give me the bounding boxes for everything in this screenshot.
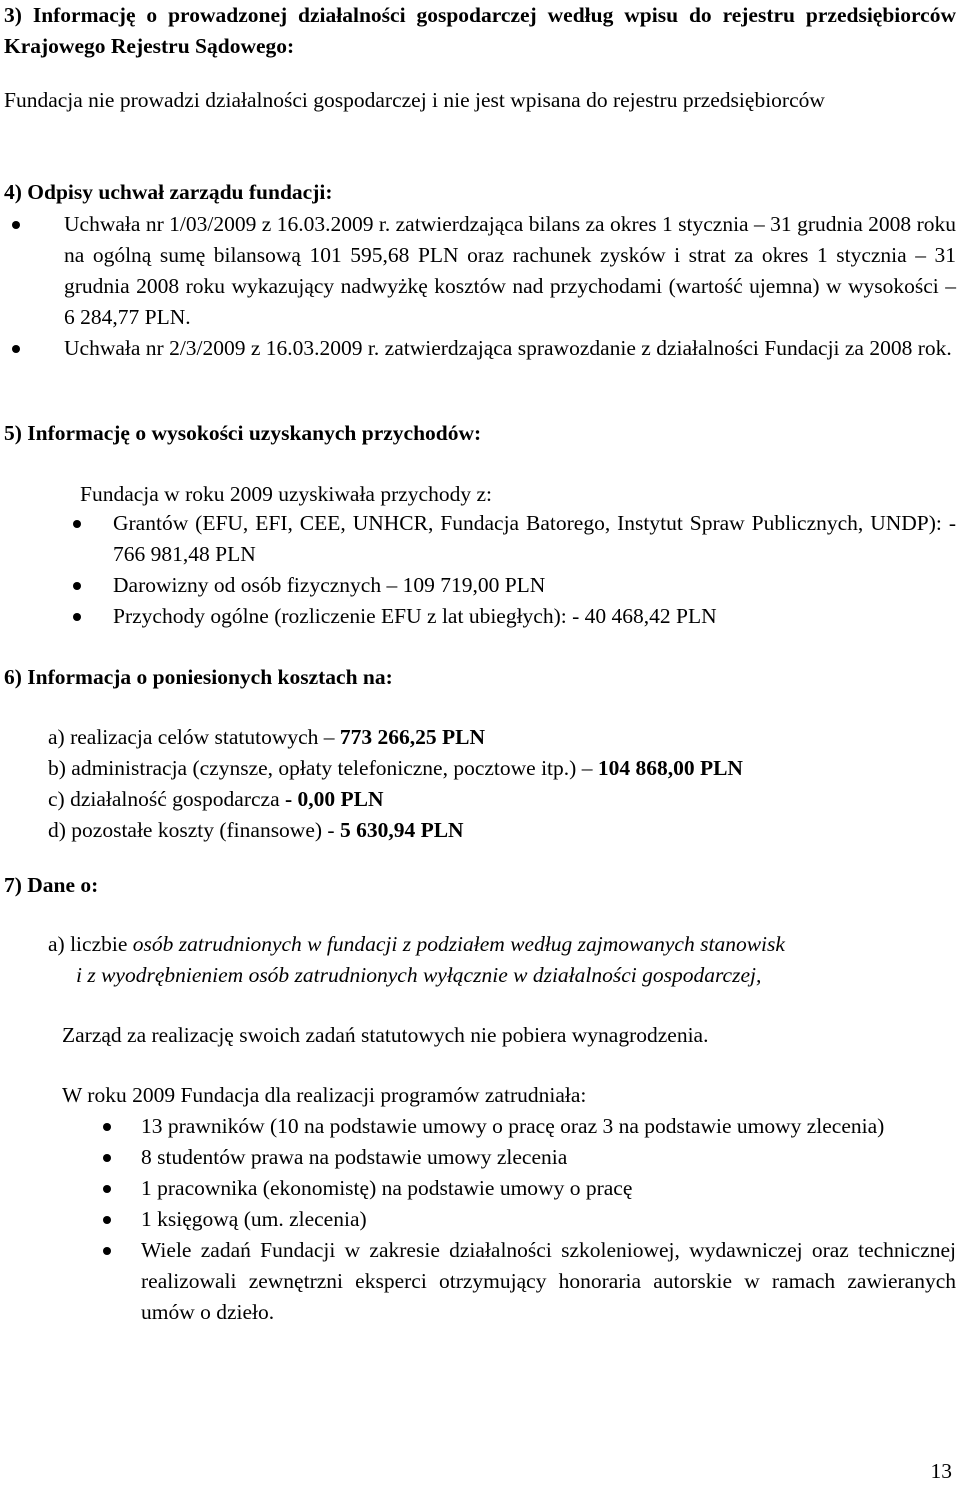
page-number: 13 — [930, 1459, 952, 1483]
list-item-text: 13 prawników (10 na podstawie umowy o pracę oraz 3 na podstawie umowy zlecenia) — [141, 1114, 885, 1138]
list-item — [48, 784, 956, 815]
item-a-prefix: a) liczbie — [48, 932, 133, 956]
bullet-icon — [73, 582, 81, 590]
list-item — [141, 1111, 956, 1142]
list-item-text: Wiele zadań Fundacji w zakresie działalności szkoleniowej, wydawniczej oraz technicznej realizowali zewnętrzni eksperci otrzymujący honoraria autorskie w ramach zawieranych umów o dzieło. — [141, 1238, 956, 1324]
section-6-list — [48, 722, 956, 846]
bullet-icon — [103, 1247, 111, 1255]
bullet-icon — [73, 520, 81, 528]
cost-value: 5 630,94 PLN — [339, 818, 464, 842]
list-item-text: Uchwała nr 2/3/2009 z 16.03.2009 r. zatwierdzająca sprawozdanie z działalności Fundacji za 2008 rok. — [64, 336, 952, 360]
list-item — [64, 209, 956, 333]
bullet-icon — [12, 345, 20, 353]
item-a-text-line2: i z wyodrębnieniem osób zatrudnionych wyłącznie w działalności gospodarczej, — [76, 963, 762, 987]
list-item — [141, 1235, 956, 1328]
section-3-text: Fundacja nie prowadzi działalności gospodarczej i nie jest wpisana do rejestru przedsiębiorców — [4, 88, 825, 112]
list-item — [113, 570, 956, 601]
list-item-text: Przychody ogólne (rozliczenie EFU z lat ubiegłych): - 40 468,42 PLN — [113, 604, 717, 628]
list-item-text: Darowizny od osób fizycznych – 109 719,00 PLN — [113, 573, 546, 597]
list-item — [141, 1204, 956, 1235]
bullet-icon — [103, 1216, 111, 1224]
section-5-list — [113, 508, 956, 632]
bullet-icon — [73, 613, 81, 621]
list-item — [141, 1142, 956, 1173]
section-6-heading: 6) Informacja o poniesionych kosztach na: — [4, 665, 393, 689]
section-7-intro: W roku 2009 Fundacja dla realizacji programów zatrudniała: — [62, 1083, 587, 1107]
list-item — [113, 508, 956, 570]
list-item-text: Uchwała nr 1/03/2009 z 16.03.2009 r. zatwierdzająca bilans za okres 1 stycznia – 31 grudnia 2008 roku na ogólną sumę bilansową 101 595,68 PLN oraz rachunek zysków i strat za okres 1 stycznia – 31 grudnia 2008 roku wykazujący nadwyżkę kosztów nad przychodami (wartość ujemna) w wysokości – 6 284,77 PLN. — [64, 212, 956, 329]
section-7-heading: 7) Dane o: — [4, 873, 99, 897]
list-item — [113, 601, 956, 632]
list-item-text: 8 studentów prawa na podstawie umowy zlecenia — [141, 1145, 568, 1169]
section-5-heading: 5) Informację o wysokości uzyskanych przychodów: — [4, 421, 482, 445]
list-item — [141, 1173, 956, 1204]
cost-label: b) administracja (czynsze, opłaty telefoniczne, pocztowe itp.) – — [48, 756, 598, 780]
bullet-icon — [103, 1185, 111, 1193]
section-7-note: Zarząd za realizację swoich zadań statutowych nie pobiera wynagrodzenia. — [62, 1023, 709, 1047]
section-5-intro: Fundacja w roku 2009 uzyskiwała przychody z: — [80, 482, 492, 506]
cost-value: 104 868,00 PLN — [597, 756, 743, 780]
section-4-heading: 4) Odpisy uchwał zarządu fundacji: — [4, 180, 333, 204]
list-item — [64, 333, 956, 364]
cost-value: - 0,00 PLN — [284, 787, 384, 811]
list-item — [48, 815, 956, 846]
cost-label: c) działalność gospodarcza — [48, 787, 285, 811]
section-4-list — [64, 209, 956, 364]
bullet-icon — [103, 1154, 111, 1162]
cost-label: a) realizacja celów statutowych – — [48, 725, 340, 749]
section-7-item-a — [48, 929, 960, 960]
cost-value: 773 266,25 PLN — [339, 725, 486, 749]
list-item-text: 1 pracownika (ekonomistę) na podstawie umowy o pracę — [141, 1176, 633, 1200]
bullet-icon — [12, 221, 20, 229]
list-item — [48, 722, 956, 753]
item-a-text-line1: osób zatrudnionych w fundacji z podziałem według zajmowanych stanowisk — [132, 932, 785, 956]
list-item-text: Grantów (EFU, EFI, CEE, UNHCR, Fundacja Batorego, Instytut Spraw Publicznych, UNDP): - 766 981,48 PLN — [113, 511, 956, 566]
section-3-heading: 3) Informację o prowadzonej działalności gospodarczej według wpisu do rejestru przedsiębiorców Krajowego Rejestru Sądowego: — [4, 3, 956, 58]
list-item — [48, 753, 956, 784]
section-7-list — [141, 1111, 956, 1328]
bullet-icon — [103, 1123, 111, 1131]
list-item-text: 1 księgową (um. zlecenia) — [141, 1207, 367, 1231]
cost-label: d) pozostałe koszty (finansowe) - — [48, 818, 340, 842]
